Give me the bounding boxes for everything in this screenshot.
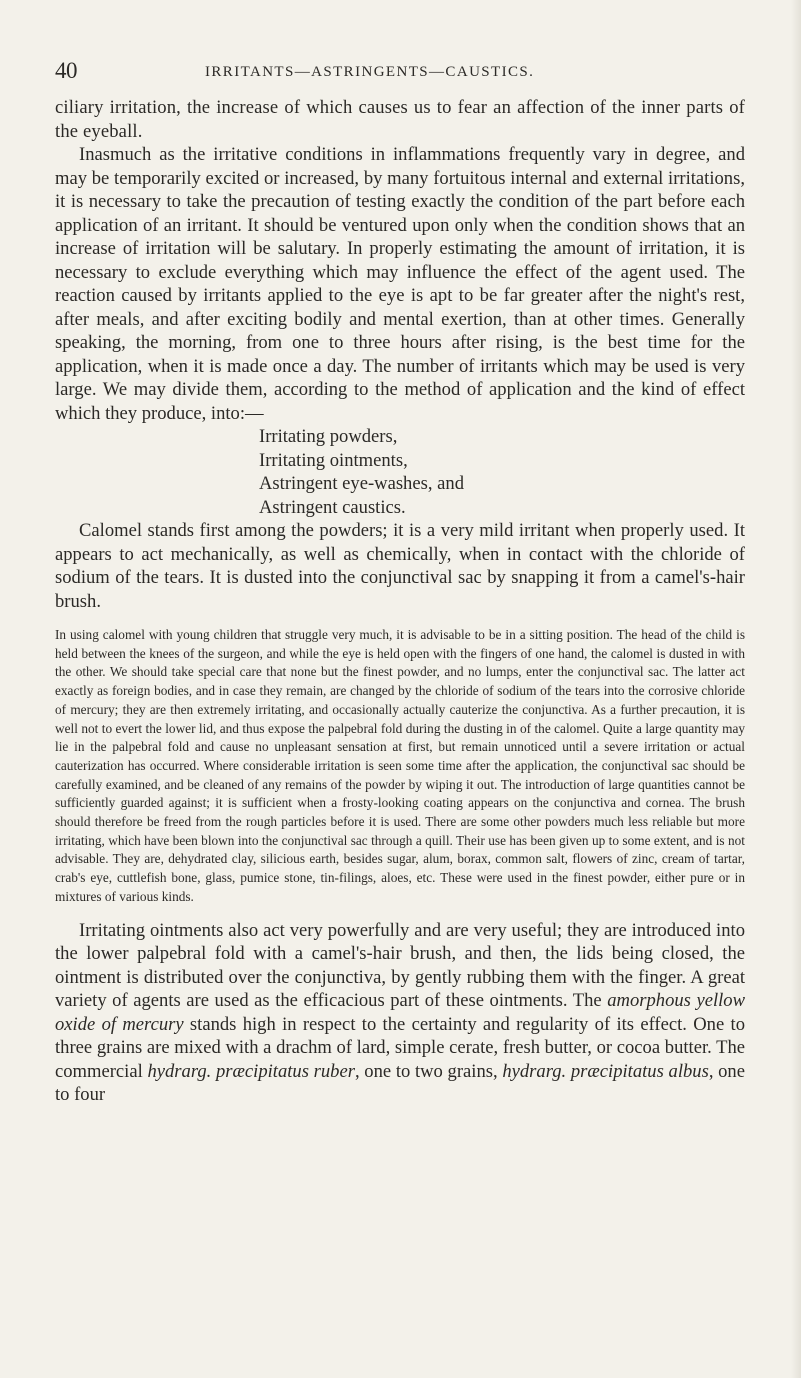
list-item: Irritating ointments, [259,449,408,471]
italic-term: amorphous yellow oxide of mercury [55,990,745,1035]
list-item: Irritating powders, [259,426,398,447]
list-item: Astringent eye-washes, and [259,473,464,494]
page-number: 40 [55,58,77,83]
paragraph-irritating-ointments: Irritating ointments also act very powerfully and are very useful; they are introduced into the lower palpebral fold with a camel's-hair brush, and then, the lids being closed, the ointment is distributed over the conjunctiva, by gently rubbing them with the finger. A great variety of agents are used as the efficacious part of these ointments. The amorphous yellow oxide of mercury stands high in respect to the certainty and regularity of its effect. One to three grains are mixed with a drachm of lard, simple cerate, fresh butter, or cocoa butter. The commercial hydrarg. præcipitatus ruber, one to two grains, hydrarg. præcipitatus albus, one to four [55,919,745,1106]
italic-term: hydrarg. præcipitatus ruber [147,1060,355,1082]
paragraph-continuation: ciliary irritation, the increase of which causes us to fear an affection of the inner parts of the eyeball. [55,97,745,142]
paragraph-irritation-testing: Inasmuch as the irritative conditions in inflammations frequently vary in degree, and may be temporarily excited or increased, by many fortuitous internal and external irritations, it is necessary to take the precaution of testing exactly the condition of the part before each application of an irritant. It should be ventured upon only when the condition shows that an increase of irritation will be salutary. In properly estimating the amount of irritation, it is necessary to exclude everything which may influence the effect of the agent used. The reaction caused by irritants applied to the eye is apt to be far greater after the night's rest, after meals, and after exciting bodily and mental exertion, than at other times. Generally speaking, the morning, from one to three hours after rising, is the best time for the application, when it is made once a day. The number of irritants which may be used is very large. We may divide them, according to the method of application and the kind of effect which they produce, into:— [55,144,745,424]
irritant-classification-list [55,425,745,519]
paragraph-calomel: Calomel stands first among the powders; it is a very mild irritant when properly used. It appears to act mechanically, as well as chemically, when in contact with the chloride of sodium of the tears. It is dusted into the conjunctival sac by snapping it from a camel's-hair brush. [55,520,745,612]
list-item: Astringent caustics. [259,496,406,518]
page-edge-shadow [791,0,801,1378]
page-header [55,58,745,88]
running-head: IRRITANTS—ASTRINGENTS—CAUSTICS. [205,64,535,80]
body-text [55,96,745,1107]
italic-term: hydrarg. præcipitatus albus [502,1060,709,1082]
small-print-calomel-note: In using calomel with young children that struggle very much, it is advisable to be in a sitting position. The head of the child is held between the knees of the surgeon, and while the eye is held open with the fingers of one hand, the calomel is dusted in with the other. We should take special care that none but the finest powder, and no lumps, enter the conjunctival sac. The latter act exactly as foreign bodies, and in case they remain, are changed by the chloride of sodium of the tears into the corrosive chloride of mercury; they are then extremely irritating, and occasionally actually cauterize the conjunctiva. As a further precaution, it is well not to evert the lower lid, and thus expose the palpebral fold during the dusting in of the calomel. Quite a large quantity may lie in the palpebral fold and cause no unpleasant sensation at first, but remain unnoticed until a severe irritation or actual cauterization has occurred. Where considerable irritation is seen some time after the application, the conjunctival sac should be carefully examined, and be cleaned of any remains of the powder by wiping it out. The introduction of large quantities cannot be sufficiently guarded against; it is sufficient when a frosty-looking coating appears on the conjunctiva and cornea. The brush should therefore be freed from the rough particles before it is used. There are some other powders much less reliable but more irritating, which have been blown into the conjunctival sac through a quill. Their use has been given up to some extent, and is not advisable. They are, dehydrated clay, silicious earth, besides sugar, alum, borax, common salt, flowers of zinc, cream of tartar, crab's eye, cuttlefish bone, glass, pumice stone, tin-filings, aloes, etc. These were used in the finest powder, either pure or in mixtures of various kinds. [55,627,745,904]
